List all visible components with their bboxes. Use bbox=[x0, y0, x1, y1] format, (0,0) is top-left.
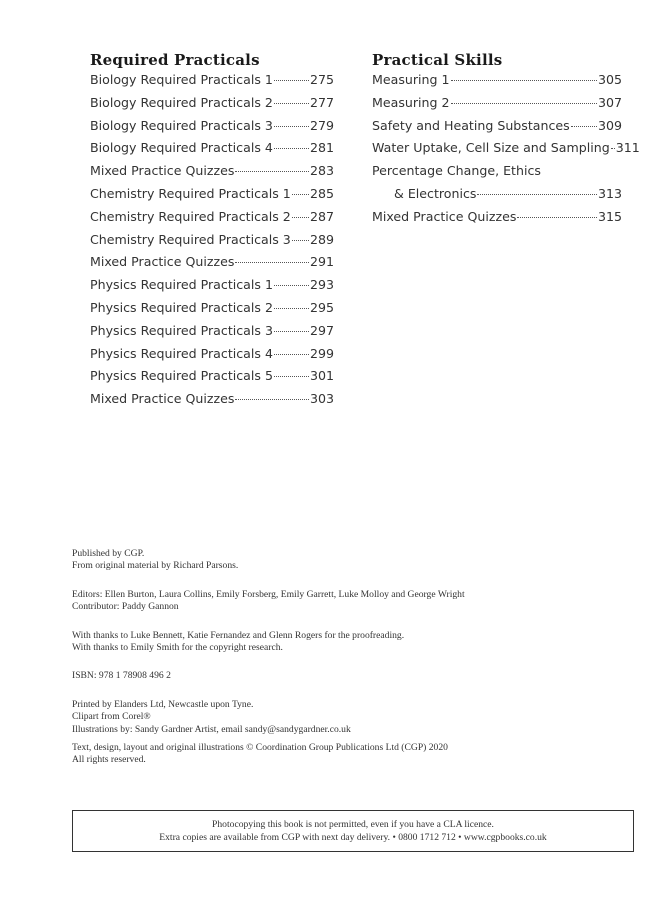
toc-entry-label: Chemistry Required Practicals 3 bbox=[90, 231, 291, 247]
required-practicals-list bbox=[90, 72, 334, 414]
toc-page-number: 303 bbox=[309, 391, 334, 407]
toc-entry-label: Mixed Practice Quizzes bbox=[90, 391, 235, 407]
toc-entry bbox=[372, 209, 622, 232]
toc-entry bbox=[372, 140, 640, 163]
toc-entry-label: Physics Required Practicals 3 bbox=[90, 322, 273, 338]
toc-entry bbox=[90, 277, 334, 300]
toc-leader-dots bbox=[274, 285, 309, 286]
practical-skills-title: Practical Skills bbox=[372, 51, 503, 69]
practical-skills-section bbox=[372, 48, 640, 232]
toc-page-number: 275 bbox=[309, 72, 334, 87]
toc-entry-label: Mixed Practice Quizzes bbox=[372, 208, 517, 224]
toc-entry-label: Measuring 1 bbox=[372, 72, 450, 87]
toc-entry bbox=[90, 186, 334, 209]
toc-entry bbox=[372, 163, 622, 186]
toc-entry-label: Water Uptake, Cell Size and Sampling bbox=[372, 140, 610, 156]
toc-leader-dots bbox=[451, 80, 597, 81]
toc-entry bbox=[372, 95, 622, 118]
contributor: Contributor: Paddy Gannon bbox=[72, 601, 179, 613]
imprint-block bbox=[72, 548, 592, 767]
toc-leader-dots bbox=[274, 331, 309, 332]
toc-entry bbox=[90, 232, 334, 255]
toc-entry-label: Mixed Practice Quizzes bbox=[90, 163, 235, 179]
required-practicals-title: Required Practicals bbox=[90, 51, 260, 69]
toc-page-number: 277 bbox=[309, 94, 334, 110]
toc-entry bbox=[90, 72, 334, 95]
toc-leader-dots bbox=[274, 80, 309, 81]
toc-entry bbox=[90, 300, 334, 323]
toc-leader-dots bbox=[274, 308, 309, 309]
toc-page-number: 281 bbox=[309, 140, 334, 156]
toc-entry-label: Biology Required Practicals 3 bbox=[90, 117, 273, 133]
thanks-copyright: With thanks to Emily Smith for the copyright research. bbox=[72, 642, 283, 654]
toc-entry bbox=[90, 391, 334, 414]
toc-leader-dots bbox=[274, 103, 309, 104]
toc-page-number: 283 bbox=[309, 163, 334, 179]
toc-leader-dots bbox=[517, 217, 597, 218]
toc-entry-label: Physics Required Practicals 1 bbox=[90, 277, 273, 293]
toc-leader-dots bbox=[274, 376, 309, 377]
toc-entry bbox=[90, 209, 334, 232]
toc-leader-dots bbox=[477, 194, 596, 195]
isbn: ISBN: 978 1 78908 496 2 bbox=[72, 670, 171, 682]
toc-entry-label: Physics Required Practicals 2 bbox=[90, 299, 273, 315]
editors: Editors: Ellen Burton, Laura Collins, Emily Forsberg, Emily Garrett, Luke Molloy and George Wright bbox=[72, 588, 465, 600]
toc-entry bbox=[90, 323, 334, 346]
toc-entry-label: Biology Required Practicals 1 bbox=[90, 72, 273, 87]
toc-page-number: 299 bbox=[309, 345, 334, 361]
toc-page-number: 305 bbox=[597, 72, 622, 87]
toc-leader-dots bbox=[611, 148, 615, 149]
toc-entry-label: Safety and Heating Substances bbox=[372, 117, 570, 133]
published-by: Published by CGP. bbox=[72, 548, 145, 559]
copyright-notice: Text, design, layout and original illustrations © Coordination Group Publications Ltd (CGP) 2020 bbox=[72, 742, 448, 754]
toc-page-number: 295 bbox=[309, 299, 334, 315]
practical-skills-list bbox=[372, 72, 640, 232]
original-material: From original material by Richard Parsons. bbox=[72, 560, 239, 572]
clipart-credit: Clipart from Corel® bbox=[72, 711, 151, 723]
toc-entry bbox=[372, 118, 622, 141]
toc-leader-dots bbox=[571, 126, 597, 127]
toc-page-number: 311 bbox=[615, 140, 640, 156]
rights-reserved: All rights reserved. bbox=[72, 754, 146, 766]
toc-leader-dots bbox=[451, 103, 597, 104]
toc-leader-dots bbox=[235, 399, 309, 400]
required-practicals-section bbox=[90, 48, 334, 414]
toc-entry-label: Physics Required Practicals 4 bbox=[90, 345, 273, 361]
toc-page-number: 279 bbox=[309, 117, 334, 133]
toc-entry-label: Mixed Practice Quizzes bbox=[90, 254, 235, 270]
toc-page-number: 289 bbox=[309, 231, 334, 247]
toc-entry bbox=[372, 72, 622, 95]
toc-leader-dots bbox=[274, 126, 309, 127]
toc-entry-label: Chemistry Required Practicals 1 bbox=[90, 185, 291, 201]
printed-by: Printed by Elanders Ltd, Newcastle upon Tyne. bbox=[72, 698, 254, 710]
toc-entry bbox=[90, 346, 334, 369]
toc-entry bbox=[90, 163, 334, 186]
toc-page-number: 291 bbox=[309, 254, 334, 270]
toc-leader-dots bbox=[292, 217, 309, 218]
toc-entry-label: Biology Required Practicals 4 bbox=[90, 140, 273, 156]
toc-entry-label-cont: & Electronics bbox=[394, 185, 477, 201]
toc-page-number: 313 bbox=[597, 185, 622, 201]
toc-leader-dots bbox=[292, 194, 309, 195]
toc-leader-dots bbox=[235, 262, 309, 263]
toc-leader-dots bbox=[274, 354, 309, 355]
toc-entry bbox=[90, 118, 334, 141]
toc-page-number: 301 bbox=[309, 368, 334, 384]
toc-entry-label: Physics Required Practicals 5 bbox=[90, 368, 273, 384]
extra-copies-notice: Extra copies are available from CGP with next day delivery. • 0800 1712 712 • www.cgpbooks.co.uk bbox=[159, 832, 547, 843]
toc-entry bbox=[90, 140, 334, 163]
toc-entry-label: Biology Required Practicals 2 bbox=[90, 94, 273, 110]
toc-leader-dots bbox=[235, 171, 309, 172]
illustrations-credit: Illustrations by: Sandy Gardner Artist, email sandy@sandygardner.co.uk bbox=[72, 723, 351, 735]
toc-page-number: 309 bbox=[597, 117, 622, 133]
toc-page-number: 315 bbox=[597, 208, 622, 224]
toc-entry bbox=[90, 254, 334, 277]
toc-page-number: 293 bbox=[309, 277, 334, 293]
photocopy-notice-box bbox=[72, 810, 634, 852]
thanks-proofreading: With thanks to Luke Bennett, Katie Fernandez and Glenn Rogers for the proofreading. bbox=[72, 629, 405, 641]
toc-leader-dots bbox=[274, 148, 309, 149]
toc-page-number: 297 bbox=[309, 322, 334, 338]
toc-entry bbox=[90, 368, 334, 391]
toc-page-number: 307 bbox=[597, 94, 622, 110]
toc-entry-label: Percentage Change, Ethics bbox=[372, 163, 541, 179]
photocopy-notice: Photocopying this book is not permitted, even if you have a CLA licence. bbox=[212, 819, 494, 830]
toc-page-number: 285 bbox=[309, 185, 334, 201]
toc-entry-continuation bbox=[372, 186, 622, 209]
toc-leader-dots bbox=[292, 240, 309, 241]
toc-entry bbox=[90, 95, 334, 118]
toc-entry-label: Measuring 2 bbox=[372, 94, 450, 110]
toc-page-number: 287 bbox=[309, 208, 334, 224]
toc-entry-label: Chemistry Required Practicals 2 bbox=[90, 208, 291, 224]
